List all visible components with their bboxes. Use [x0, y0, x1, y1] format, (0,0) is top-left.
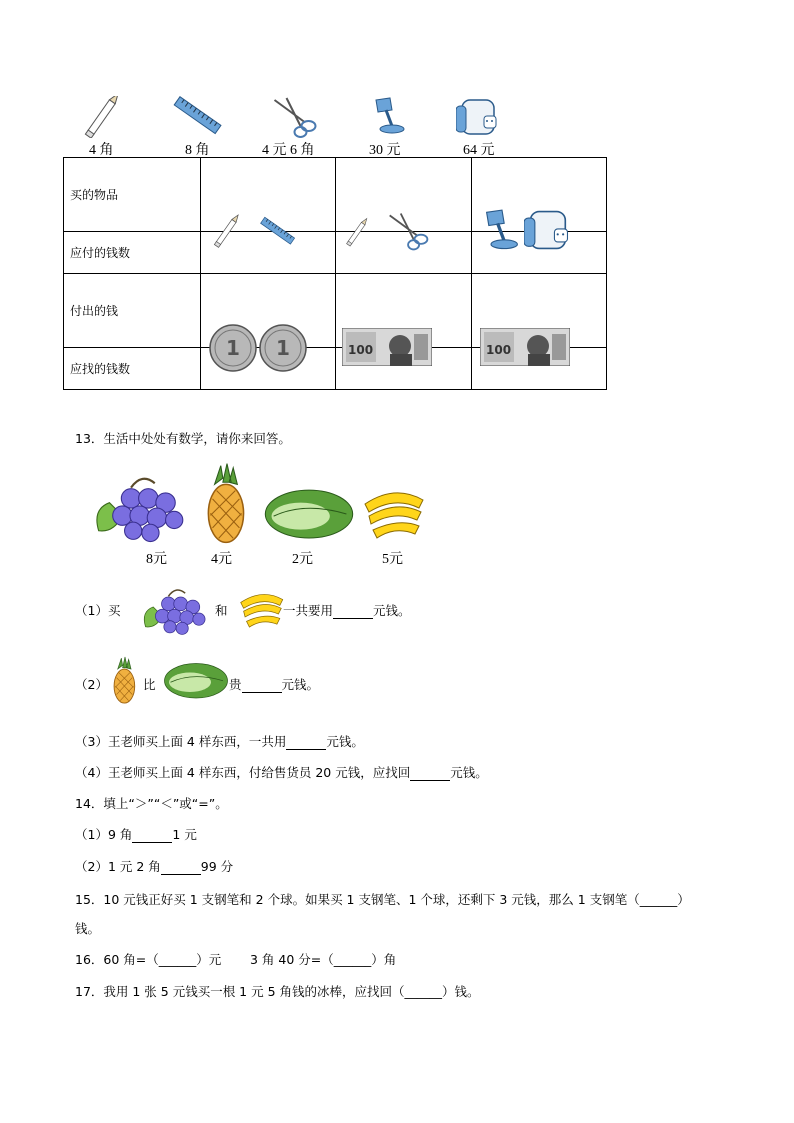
pineapple-icon — [108, 648, 142, 712]
grapes-icon — [131, 581, 215, 639]
row-label: 付出的钱 — [64, 274, 201, 348]
scissors-icon — [268, 96, 323, 138]
part-1-label: 一共要用 — [283, 603, 334, 618]
row-label: 买的物品 — [64, 158, 201, 232]
part-2-than: 比 — [143, 677, 156, 692]
answer-blank[interactable] — [242, 677, 282, 693]
answer-blank[interactable] — [333, 603, 373, 619]
cell-money-2 — [336, 274, 472, 348]
part-2-unit: 元钱。 — [281, 677, 320, 692]
cell-money-1 — [201, 274, 336, 348]
q14-part-1-left: （1）9 角 — [75, 827, 133, 842]
banana-icon — [236, 588, 286, 630]
fruit-price: 5元 — [382, 552, 403, 567]
price-label: 8 角 — [185, 143, 210, 158]
part-2-label: 贵 — [229, 677, 242, 692]
fruit-price: 2元 — [292, 552, 313, 567]
question-17: 17．我用 1 张 5 元钱买一根 1 元 5 角钱的冰棒，应找回（______）钱。 — [75, 984, 480, 999]
q14-part-2-right: 99 分 — [200, 859, 234, 874]
question-13-title: 13．生活中处处有数学，请你来回答。 — [75, 431, 291, 446]
question-14-title: 14．填上“＞”“＜”或“=”。 — [75, 796, 228, 811]
fruit-price: 8元 — [146, 552, 167, 567]
part-4 — [75, 763, 488, 781]
banana-icon — [360, 484, 426, 542]
part-3-text: （3）王老师买上面 4 样东西，一共用 — [75, 734, 287, 749]
part-4-unit: 元钱。 — [450, 765, 488, 780]
cell-items-2 — [336, 158, 472, 232]
answer-blank[interactable] — [161, 859, 201, 875]
part-3 — [75, 732, 364, 750]
part-2-prefix: （2） — [75, 677, 108, 692]
q14-part-1 — [75, 825, 197, 843]
part-4-text: （4）王老师买上面 4 样东西，付给售货员 20 元钱，应找回 — [75, 765, 411, 780]
question-15-line-2: 钱。 — [75, 921, 101, 936]
backpack-icon — [524, 205, 574, 255]
part-3-unit: 元钱。 — [326, 734, 364, 749]
part-1-and: 和 — [215, 603, 228, 618]
question-16-b: 3 角 40 分=（______）角 — [250, 952, 397, 967]
fruit-price: 4元 — [211, 552, 232, 567]
cabbage-icon — [163, 660, 229, 700]
desk-lamp-icon — [480, 207, 524, 255]
part-1-text — [283, 601, 411, 619]
desk-lamp-icon — [370, 96, 410, 138]
pencil-icon — [342, 211, 376, 255]
scissors-icon — [386, 209, 432, 253]
pencil-icon — [78, 96, 133, 138]
row-label: 应找的钱数 — [64, 348, 201, 390]
q14-part-2 — [75, 857, 233, 875]
ruler-icon — [259, 209, 299, 255]
coin-icon — [209, 324, 257, 372]
shopping-table — [63, 157, 607, 390]
cell-items-3 — [472, 158, 607, 232]
cell-items-1 — [201, 158, 336, 232]
ruler-icon — [172, 96, 227, 138]
answer-blank[interactable] — [410, 765, 450, 781]
q14-part-1-right: 1 元 — [172, 827, 197, 842]
pineapple-icon — [198, 458, 256, 548]
question-15-line-1: 15．10 元钱正好买 1 支钢笔和 2 个球。如果买 1 支钢笔、1 个球，还剩下 3 元钱，那么 1 支钢笔（______） — [75, 892, 690, 907]
cabbage-icon — [263, 487, 355, 539]
price-label: 30 元 — [369, 143, 401, 158]
question-16-a: 16．60 角=（______）元 — [75, 952, 222, 967]
price-label: 4 角 — [89, 143, 114, 158]
answer-blank[interactable] — [286, 734, 326, 750]
price-label: 64 元 — [463, 143, 495, 158]
banknote-icon — [480, 328, 570, 366]
cell-money-3 — [472, 274, 607, 348]
price-label: 4 元 6 角 — [262, 143, 315, 158]
row-label: 应付的钱数 — [64, 232, 201, 274]
part-2-text — [229, 675, 319, 693]
q14-part-2-left: （2）1 元 2 角 — [75, 859, 161, 874]
grapes-icon — [80, 466, 195, 548]
part-1-unit: 元钱。 — [373, 603, 411, 618]
coin-icon — [259, 324, 307, 372]
part-1-prefix: （1）买 — [75, 603, 121, 618]
answer-blank[interactable] — [132, 827, 172, 843]
banknote-icon — [342, 328, 432, 366]
backpack-icon — [456, 96, 502, 138]
pencil-icon — [209, 209, 249, 255]
